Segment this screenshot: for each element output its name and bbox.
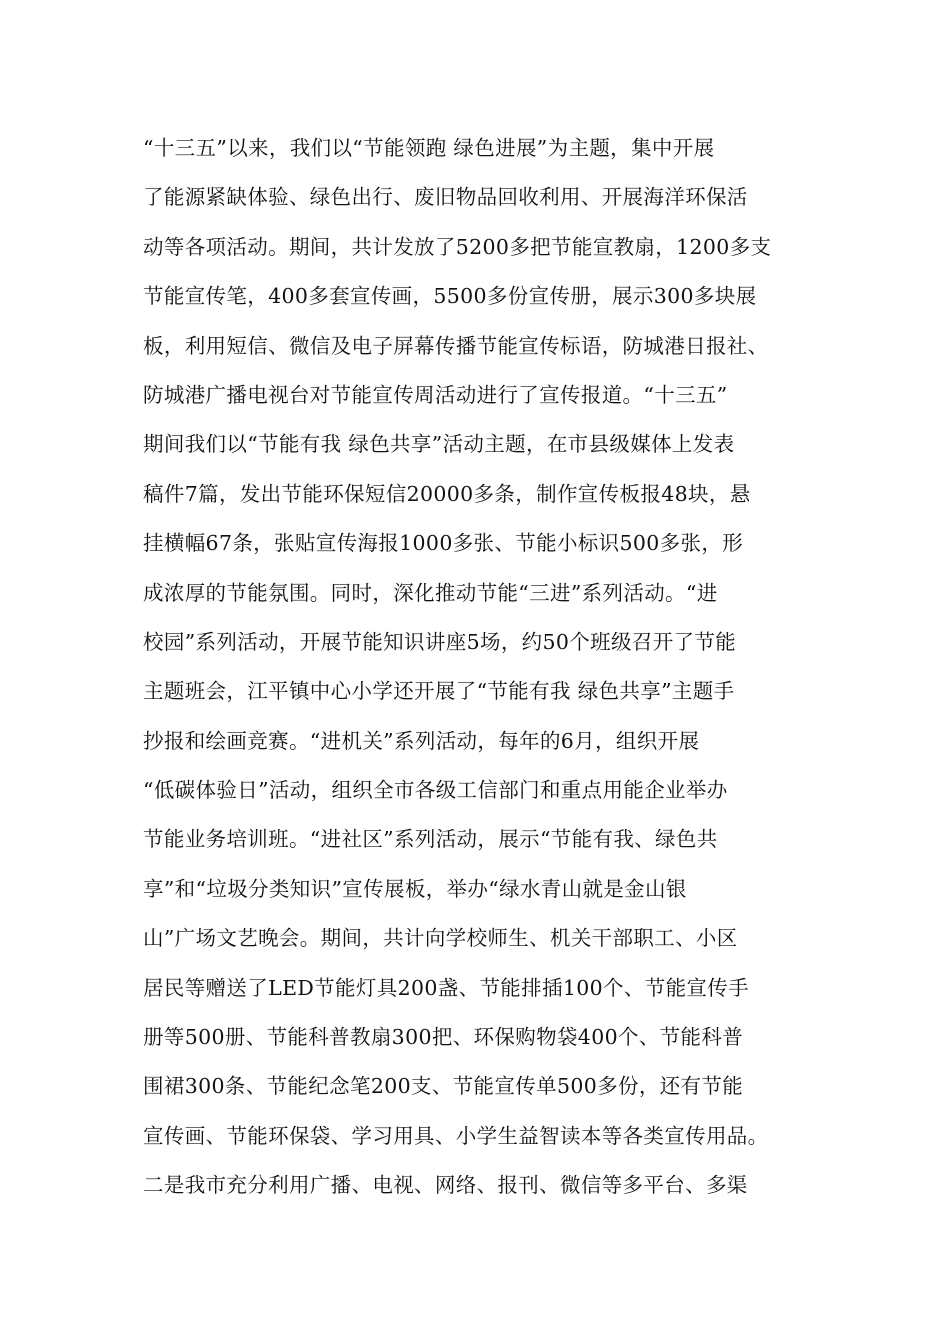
text-line: 山”广场文艺晚会。期间，共计向学校师生、机关干部职工、小区 — [143, 926, 738, 951]
text-line: 享”和“垃圾分类知识”宣传展板，举办“绿水青山就是金山银 — [143, 876, 687, 901]
text-line: 居民等赠送了LED节能灯具200盏、节能排插100个、节能宣传手 — [143, 975, 749, 1000]
text-line: 抄报和绘画竞赛。“进机关”系列活动，每年的6月，组织开展 — [143, 728, 700, 753]
text-line: 动等各项活动。期间，共计发放了5200多把节能宣教扇，1200多支 — [143, 234, 772, 259]
body-paragraph — [143, 133, 843, 1220]
text-line: 宣传画、节能环保袋、学习用具、小学生益智读本等各类宣传用品。 — [143, 1123, 769, 1148]
text-line: 成浓厚的节能氛围。同时，深化推动节能“三进”系列活动。“进 — [143, 580, 718, 605]
text-line: “十三五”以来，我们以“节能领跑 绿色进展”为主题，集中开展 — [143, 136, 715, 160]
text-line: 校园”系列活动，开展节能知识讲座5场，约50个班级召开了节能 — [143, 629, 737, 654]
text-line: 了能源紧缺体验、绿色出行、废旧物品回收利用、开展海洋环保活 — [143, 185, 748, 210]
text-line: 主题班会，江平镇中心小学还开展了“节能有我 绿色共享”主题手 — [143, 679, 735, 704]
text-line: 板，利用短信、微信及电子屏幕传播节能宣传标语，防城港日报社、 — [143, 333, 769, 358]
text-line: 节能宣传笔，400多套宣传画，5500多份宣传册，展示300多块展 — [143, 284, 757, 309]
text-line: 围裙300条、节能纪念笔200支、节能宣传单500多份，还有节能 — [143, 1074, 744, 1099]
text-line: 稿件7篇，发出节能环保短信20000多条，制作宣传板报48块，悬 — [143, 481, 751, 506]
text-line: 二是我市充分利用广播、电视、网络、报刊、微信等多平台、多渠 — [143, 1173, 748, 1198]
text-line: 册等500册、节能科普教扇300把、环保购物袋400个、节能科普 — [143, 1025, 744, 1050]
text-line: 挂横幅67条，张贴宣传海报1000多张、节能小标识500多张，形 — [143, 531, 744, 556]
text-line: “低碳体验日”活动，组织全市各级工信部门和重点用能企业举办 — [143, 778, 728, 803]
text-line: 节能业务培训班。“进社区”系列活动，展示“节能有我、绿色共 — [143, 827, 718, 852]
text-line: 防城港广播电视台对节能宣传周活动进行了宣传报道。“十三五” — [143, 382, 728, 407]
text-line: 期间我们以“节能有我 绿色共享”活动主题，在市县级媒体上发表 — [143, 432, 735, 457]
